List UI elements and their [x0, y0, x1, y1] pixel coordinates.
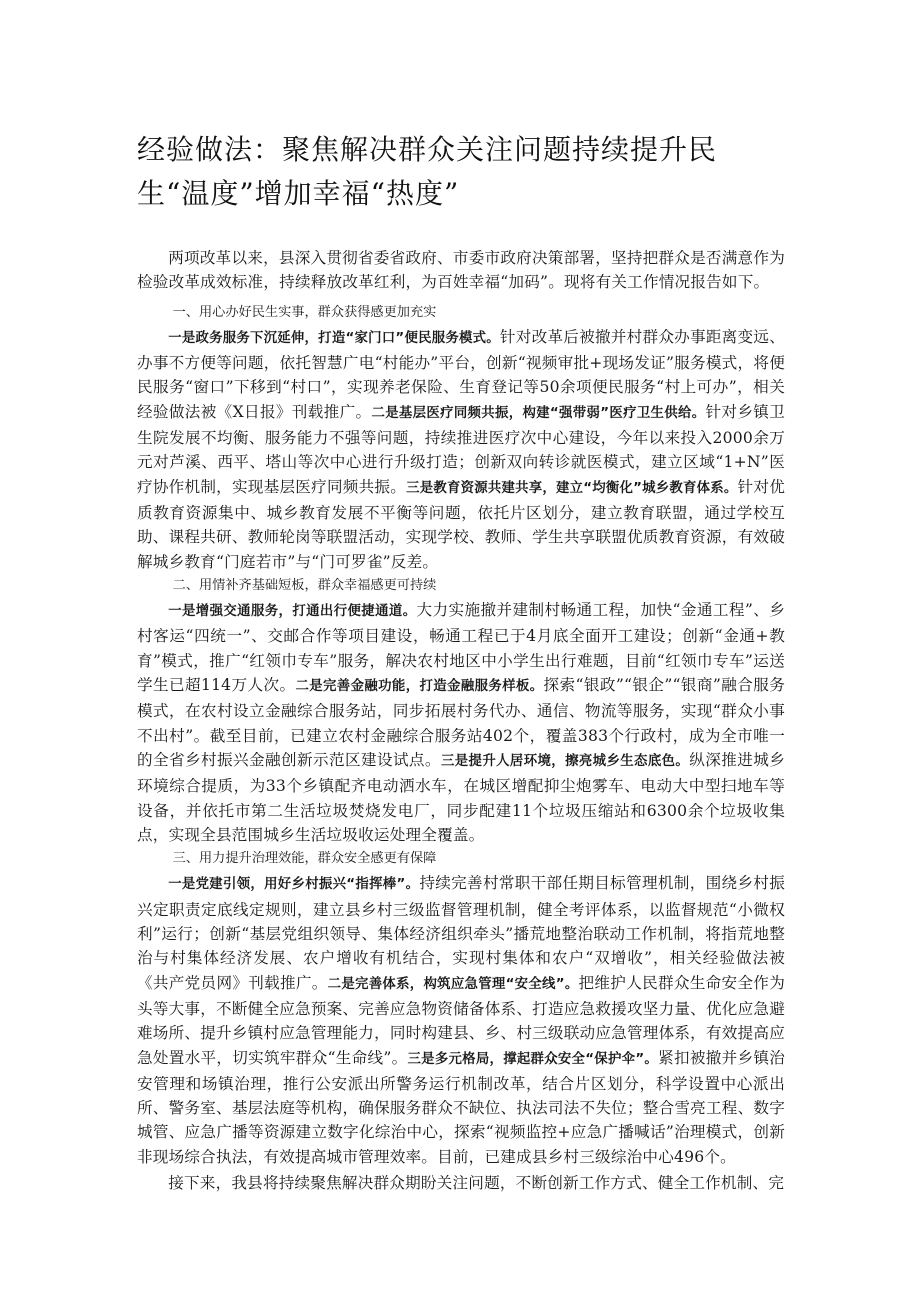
section-1-lead-3: 三是教育资源共建共享，建立“均衡化”城乡教育体系。	[406, 480, 738, 496]
section-2-text-2: 探索“银政”“银企”“银商”融合服务模式，在农村设立金融综合服务站，同步拓展村务代办、通信、物流等服务，实现“群众小事不出村”。截至目前，已建立农村金融综合服务站402个，覆盖383个行政村，成为全市唯一的全省乡村振兴金融创新示范区建设试点。	[137, 676, 785, 769]
section-2-text-3: 纵深推进城乡环境综合提质，为33个乡镇配齐电动洒水车，在城区增配抑尘炮雾车、电动大中型扫地车等设备，并依托市第二生活垃圾焚烧发电厂，同步配建11个垃圾压缩站和6300余个垃圾收集点，实现全县范围城乡生活垃圾收运处理全覆盖。	[137, 750, 785, 844]
section-3-lead-2: 二是完善体系，构筑应急管理“安全线”。	[327, 976, 579, 992]
section-2-lead-1: 一是增强交通服务，打通出行便捷通道。	[168, 604, 417, 620]
closing-paragraph: 接下来，我县将持续聚焦解决群众期盼关注问题，不断创新工作方式、健全工作机制、完	[168, 1173, 785, 1192]
section-2-heading: 二、用情补齐基础短板，群众幸福感更可持续	[172, 577, 437, 593]
section-3-text-2: 把维护人民群众生命安全作为头等大事，不断健全应急预案、完善应急物资储备体系、打造应急救援攻坚力量、优化应急避难场所、提升乡镇村应急管理能力，同时构建县、乡、村三级联动应急管理体系，有效提高应急处置水平，切实筑牢群众“生命线”。	[137, 973, 785, 1067]
section-1-lead-2: 二是基层医疗同频共振，构建“强带弱”医疗卫生供给。	[371, 405, 706, 421]
section-3-lead-3: 三是多元格局，撑起群众安全“保护伞”。	[407, 1051, 659, 1067]
section-3-body	[137, 871, 785, 1169]
document-title: 经验做法：聚焦解决群众关注问题持续提升民生“温度”增加幸福“热度”	[137, 133, 718, 210]
section-2-lead-2: 二是完善金融功能，打造金融服务样板。	[295, 679, 544, 695]
section-2-body	[137, 598, 785, 847]
intro-paragraph: 两项改革以来，县深入贯彻省委省政府、市委市政府决策部署，坚持把群众是否满意作为检验改革成效标准，持续释放改革红利，为百姓幸福“加码”。现将有关工作情况报告如下。	[137, 249, 785, 292]
section-3-lead-1: 一是党建引领，用好乡村振兴“指挥棒”。	[168, 877, 420, 893]
section-3-text-1: 持续完善村常职干部任期目标管理机制，围绕乡村振兴定职责定底线定规则，建立县乡村三级监督管理机制，健全考评体系，以监督规范“小微权利”运行；创新“基层党组织领导、集体经济组织牵头”播荒地整治联动工作机制，将指荒地整治与村集体经济发展、农户增收有机结合，实现村集体和农户“双增收”，相关经验做法被《共产党员网》刊载推广。	[137, 874, 785, 992]
section-1-heading: 一、用心办好民生实事，群众获得感更加充实	[172, 304, 437, 320]
document-page	[137, 128, 785, 1195]
section-1-text-1: 针对改革后被撤并村群众办事距离变远、办事不方便等问题，依托智慧广电“村能办”平台，创新“视频审批+现场发证”服务模式，将便民服务“窗口”下移到“村口”，实现养老保险、生育登记等50余项便民服务“村上可办”，相关经验做法被《X日报》刊载推广。	[137, 327, 785, 421]
section-2-text-1: 大力实施撤并建制村畅通工程，加快“金通工程”、乡村客运“四统一”、交邮合作等项目建设，畅通工程已于4月底全面开工建设；创新“金通+教育”模式，推广“红领巾专车”服务，解决农村地区中小学生出行难题，目前“红领巾专车”运送学生已超114万人次。	[137, 601, 785, 695]
section-1-lead-1: 一是政务服务下沉延伸，打造“家门口”便民服务模式。	[168, 330, 500, 346]
section-1-body	[137, 325, 785, 574]
section-3-text-3: 紧扣被撤并乡镇治安管理和场镇治理，推行公安派出所警务运行机制改革，结合片区划分，科学设置中心派出所、警务室、基层法庭等机构，确保服务群众不缺位、执法司法不失位；整合雪亮工程、数字城管、应急广播等资源建立数字化综治中心，探索“视频监控+应急广播喊话”治理模式，创新非现场综合执法，有效提高城市管理效率。目前，已建成县乡村三级综治中心496个。	[137, 1048, 785, 1166]
section-2-lead-3: 三是提升人居环境，擦亮城乡生态底色。	[440, 753, 690, 769]
section-3-heading: 三、用力提升治理效能，群众安全感更有保障	[172, 851, 437, 867]
section-1-text-3: 针对优质教育资源集中、城乡教育发展不平衡等问题，依托片区划分，建立教育联盟，通过学校互助、课程共研、教师轮岗等联盟活动，实现学校、教师、学生共享联盟优质教育资源，有效破解城乡教育“门庭若市”与“门可罗雀”反差。	[137, 477, 785, 571]
section-1-text-2: 针对乡镇卫生院发展不均衡、服务能力不强等问题，持续推进医疗次中心建设，今年以来投入2000余万元对芦溪、西平、塔山等次中心进行升级打造；创新双向转诊就医模式，建立区域“1+N”医疗协作机制，实现基层医疗同频共振。	[137, 402, 785, 496]
